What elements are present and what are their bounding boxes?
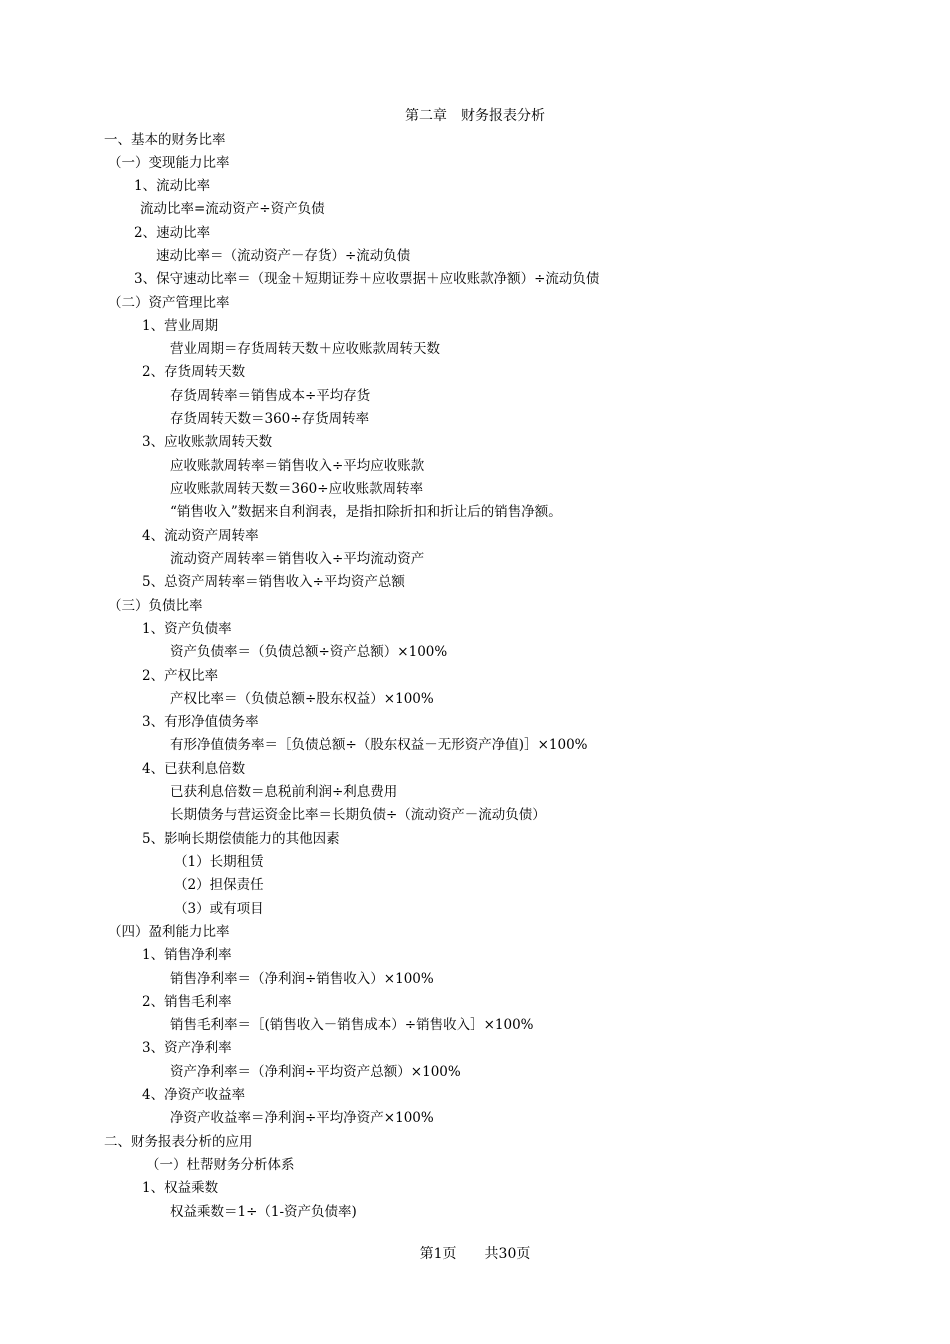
formula-line: 净资产收益率＝净利润÷平均净资产×100% <box>170 1110 434 1126</box>
formula-line: 销售净利率＝（净利润÷销售收入）×100% <box>170 971 434 987</box>
item-heading: 1、营业周期 <box>142 318 219 334</box>
subsection-heading: （三）负债比率 <box>108 598 203 614</box>
item-heading: 2、产权比率 <box>142 668 219 684</box>
list-item: （1）长期租赁 <box>174 854 264 870</box>
item-heading: 3、保守速动比率＝（现金＋短期证券＋应收票据＋应收账款净额）÷流动负债 <box>134 271 600 287</box>
list-item: （2）担保责任 <box>174 877 264 893</box>
item-heading: 4、已获利息倍数 <box>142 761 246 777</box>
item-heading: 5、总资产周转率＝销售收入÷平均资产总额 <box>142 574 405 590</box>
formula-line: 应收账款周转率＝销售收入÷平均应收账款 <box>170 458 425 474</box>
section-heading: 一、基本的财务比率 <box>104 132 226 148</box>
formula-line: 应收账款周转天数＝360÷应收账款周转率 <box>170 481 424 497</box>
formula-line: 长期债务与营运资金比率＝长期负债÷（流动资产－流动负债） <box>170 807 546 823</box>
item-heading: 3、资产净利率 <box>142 1040 232 1056</box>
list-item: （3）或有项目 <box>174 901 264 917</box>
subsection-heading: （一）变现能力比率 <box>108 155 230 171</box>
subsection-heading: （二）资产管理比率 <box>108 295 230 311</box>
page-footer: 第1页 共30页 <box>419 1246 531 1262</box>
formula-line: 销售毛利率＝［(销售收入－销售成本）÷销售收入］×100% <box>170 1017 534 1033</box>
item-heading: 3、有形净值债务率 <box>142 714 259 730</box>
subsection-heading: （四）盈利能力比率 <box>108 924 230 940</box>
formula-line: 流动比率=流动资产÷资产负债 <box>140 201 325 217</box>
item-heading: 1、销售净利率 <box>142 947 232 963</box>
formula-line: 存货周转率＝销售成本÷平均存货 <box>170 388 371 404</box>
formula-line: 速动比率＝（流动资产－存货）÷流动负债 <box>156 248 411 264</box>
item-heading: 1、权益乘数 <box>142 1180 219 1196</box>
item-heading: 2、销售毛利率 <box>142 994 232 1010</box>
item-heading: 2、速动比率 <box>134 225 211 241</box>
formula-line: 有形净值债务率＝［负债总额÷（股东权益－无形资产净值)］×100% <box>170 737 588 753</box>
formula-line: 产权比率＝（负债总额÷股东权益）×100% <box>170 691 434 707</box>
formula-line: 资产净利率＝（净利润÷平均资产总额）×100% <box>170 1064 461 1080</box>
item-heading: 2、存货周转天数 <box>142 364 246 380</box>
formula-line: 流动资产周转率＝销售收入÷平均流动资产 <box>170 551 425 567</box>
item-heading: 1、资产负债率 <box>142 621 232 637</box>
chapter-title: 第二章 财务报表分析 <box>405 108 545 124</box>
section-heading: 二、财务报表分析的应用 <box>104 1134 253 1150</box>
formula-line: 营业周期＝存货周转天数＋应收账款周转天数 <box>170 341 440 357</box>
item-heading: 5、影响长期偿债能力的其他因素 <box>142 831 340 847</box>
formula-line: 权益乘数＝1÷（1-资产负债率) <box>170 1204 357 1220</box>
formula-line: 存货周转天数＝360÷存货周转率 <box>170 411 370 427</box>
item-heading: 4、净资产收益率 <box>142 1087 246 1103</box>
formula-line: 已获利息倍数＝息税前利润÷利息费用 <box>170 784 398 800</box>
item-heading: 1、流动比率 <box>134 178 211 194</box>
item-heading: 3、应收账款周转天数 <box>142 434 273 450</box>
formula-line: 资产负债率＝（负债总额÷资产总额）×100% <box>170 644 448 660</box>
item-heading: 4、流动资产周转率 <box>142 528 259 544</box>
subsection-heading: （一）杜帮财务分析体系 <box>146 1157 295 1173</box>
note-line: “销售收入”数据来自利润表，是指扣除折扣和折让后的销售净额。 <box>170 504 562 520</box>
